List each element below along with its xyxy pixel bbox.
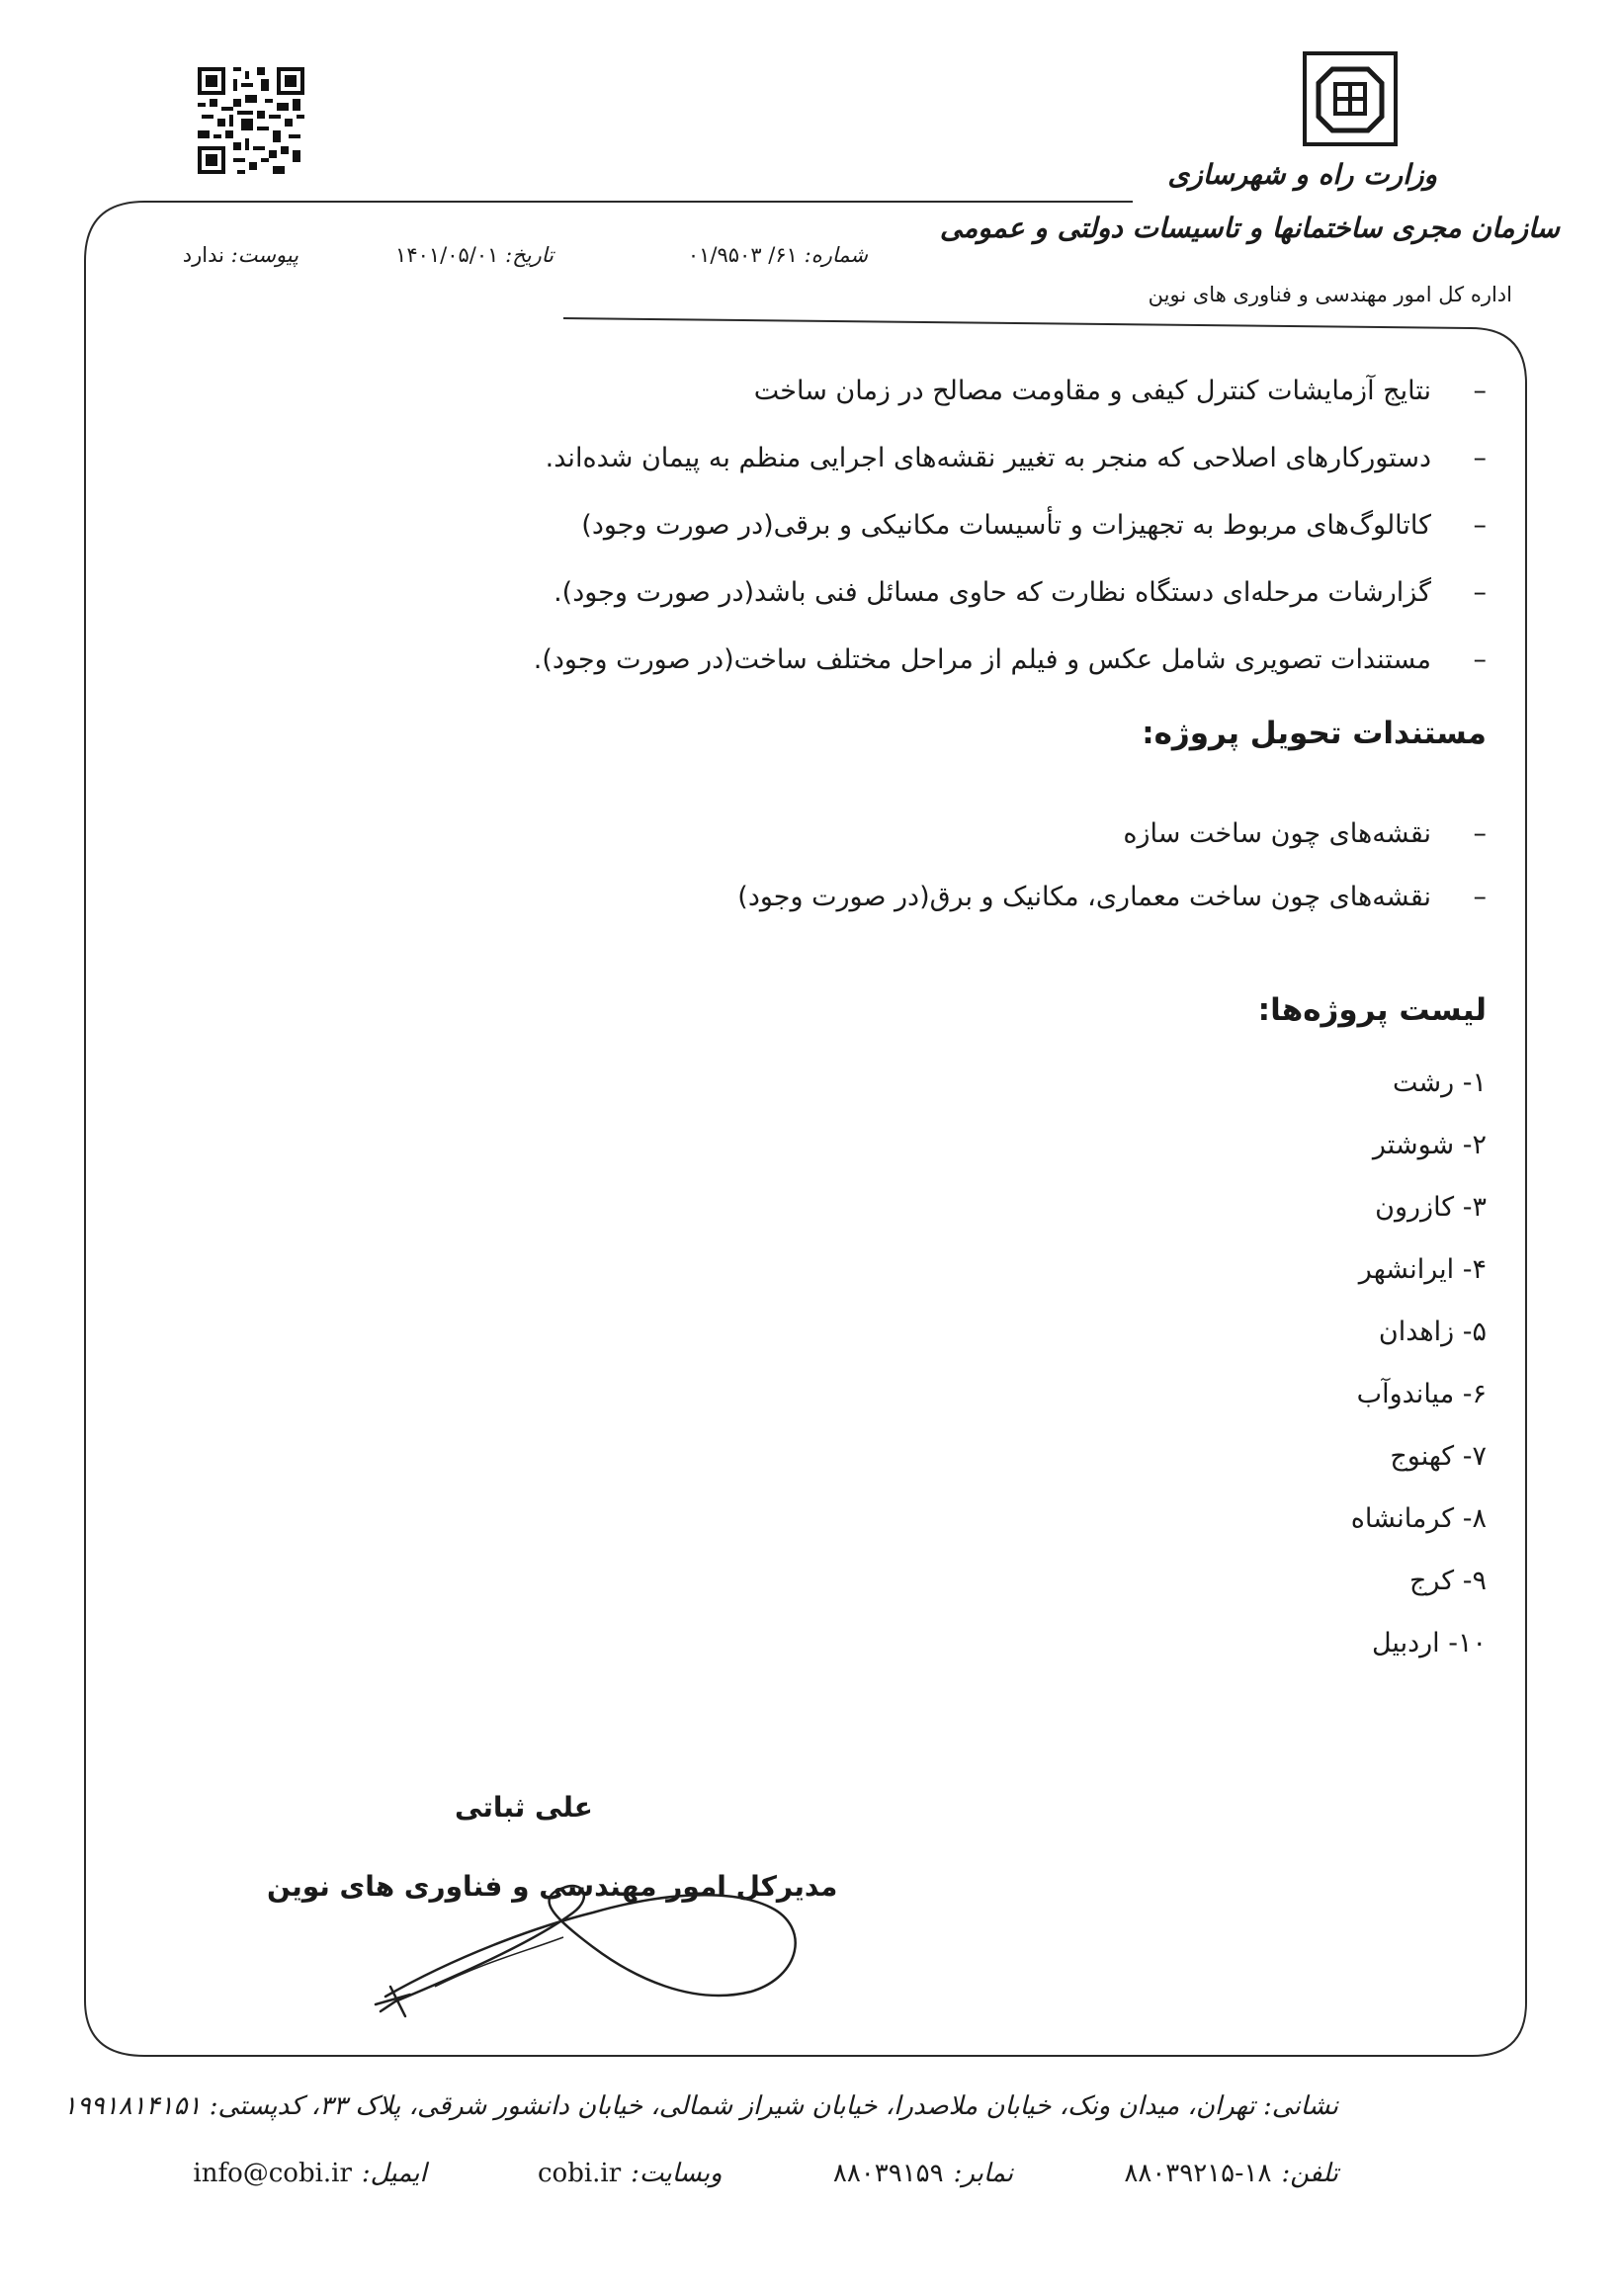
qr-code — [198, 67, 304, 174]
projects-heading: لیست پروژه‌ها: — [1257, 992, 1487, 1028]
handwritten-signature — [336, 1868, 810, 2026]
footer-contact — [90, 2159, 1338, 2188]
project-item: ۶- میاندوآب — [1356, 1379, 1487, 1409]
phone-value: ۱۸-۸۸۰۳۹۲۱۵ — [1124, 2159, 1272, 2188]
letter-attachment — [183, 243, 298, 267]
project-item: ۲- شوشتر — [1372, 1130, 1487, 1160]
list-item: – کاتالوگ‌های مربوط به تجهیزات و تأسیسات مکانیکی و برقی(در صورت وجود) — [142, 492, 1487, 559]
website-label: وبسایت: — [631, 2159, 723, 2188]
projects-list — [1351, 1052, 1487, 1674]
footer-address: نشانی: تهران، میدان ونک، خیابان ملاصدرا، خیابان شیراز شمالی، خیابان دانشور شرقی، پلاک ۳۳، کدپستی: ۱۹۹۱۸۱۴۱۵۱ — [62, 2091, 1338, 2121]
website — [486, 2159, 723, 2188]
fax-value: ۸۸۰۳۹۱۵۹ — [832, 2159, 944, 2188]
project-item: ۸- کرمانشاه — [1350, 1503, 1487, 1534]
delivery-heading: مستندات تحویل پروژه: — [1142, 716, 1487, 751]
department-name: اداره کل امور مهندسی و فناوری های نوین — [1148, 283, 1512, 306]
project-item: ۷- کهنوج — [1390, 1441, 1487, 1472]
list-item: – دستورکارهای اصلاحی که منجر به تغییر نقشه‌های اجرایی منظم به پیمان شده‌اند. — [142, 425, 1487, 492]
letter-number — [688, 243, 868, 267]
ministry-name: وزارت راه و شهرسازی — [1167, 158, 1437, 191]
number-label: شماره: — [804, 243, 868, 267]
delivery-items-list — [142, 803, 1487, 929]
attachment-label: پیوست: — [230, 243, 298, 267]
organization-name: سازمان مجری ساختمانها و تاسیسات دولتی و عمومی — [939, 212, 1560, 244]
fax-label: نمابر: — [953, 2159, 1014, 2188]
document-items-list — [142, 358, 1487, 694]
project-item: ۱۰- اردبیل — [1371, 1628, 1487, 1658]
website-value[interactable]: cobi.ir — [537, 2159, 622, 2188]
phone-label: تلفن: — [1281, 2159, 1338, 2188]
project-item: ۳- کازرون — [1375, 1192, 1487, 1223]
project-item: ۵- زاهدان — [1378, 1317, 1487, 1347]
phone — [1072, 2159, 1338, 2188]
organization-logo — [1303, 51, 1398, 146]
date-value: ۱۴۰۱/۰۵/۰۱ — [395, 243, 499, 267]
project-item: ۱- رشت — [1392, 1067, 1487, 1098]
list-item: – گزارشات مرحله‌ای دستگاه نظارت که حاوی مسائل فنی باشد(در صورت وجود). — [142, 559, 1487, 627]
email — [141, 2159, 426, 2188]
signatory-title: مدیرکل امور مهندسی و فناوری های نوین — [267, 1870, 838, 1903]
number-value: ۶۱/ ۰۱/۹۵۰۳ — [687, 243, 798, 267]
project-item: ۹- کرج — [1408, 1566, 1487, 1596]
email-value[interactable]: info@cobi.ir — [193, 2159, 352, 2188]
signatory-name: علی ثباتی — [455, 1791, 593, 1824]
list-item: – مستندات تصویری شامل عکس و فیلم از مراحل مختلف ساخت(در صورت وجود). — [142, 627, 1487, 694]
attachment-value: ندارد — [182, 243, 224, 267]
email-label: ایمیل: — [361, 2159, 427, 2188]
project-item: ۴- ایرانشهر — [1358, 1254, 1487, 1285]
list-item: – نقشه‌های چون ساخت معماری، مکانیک و برق(در صورت وجود) — [142, 866, 1487, 929]
date-label: تاریخ: — [505, 243, 554, 267]
list-item: – نقشه‌های چون ساخت سازه — [142, 803, 1487, 866]
fax — [782, 2159, 1013, 2188]
list-item: – نتایج آزمایشات کنترل کیفی و مقاومت مصالح در زمان ساخت — [142, 358, 1487, 425]
letter-date — [395, 243, 554, 267]
